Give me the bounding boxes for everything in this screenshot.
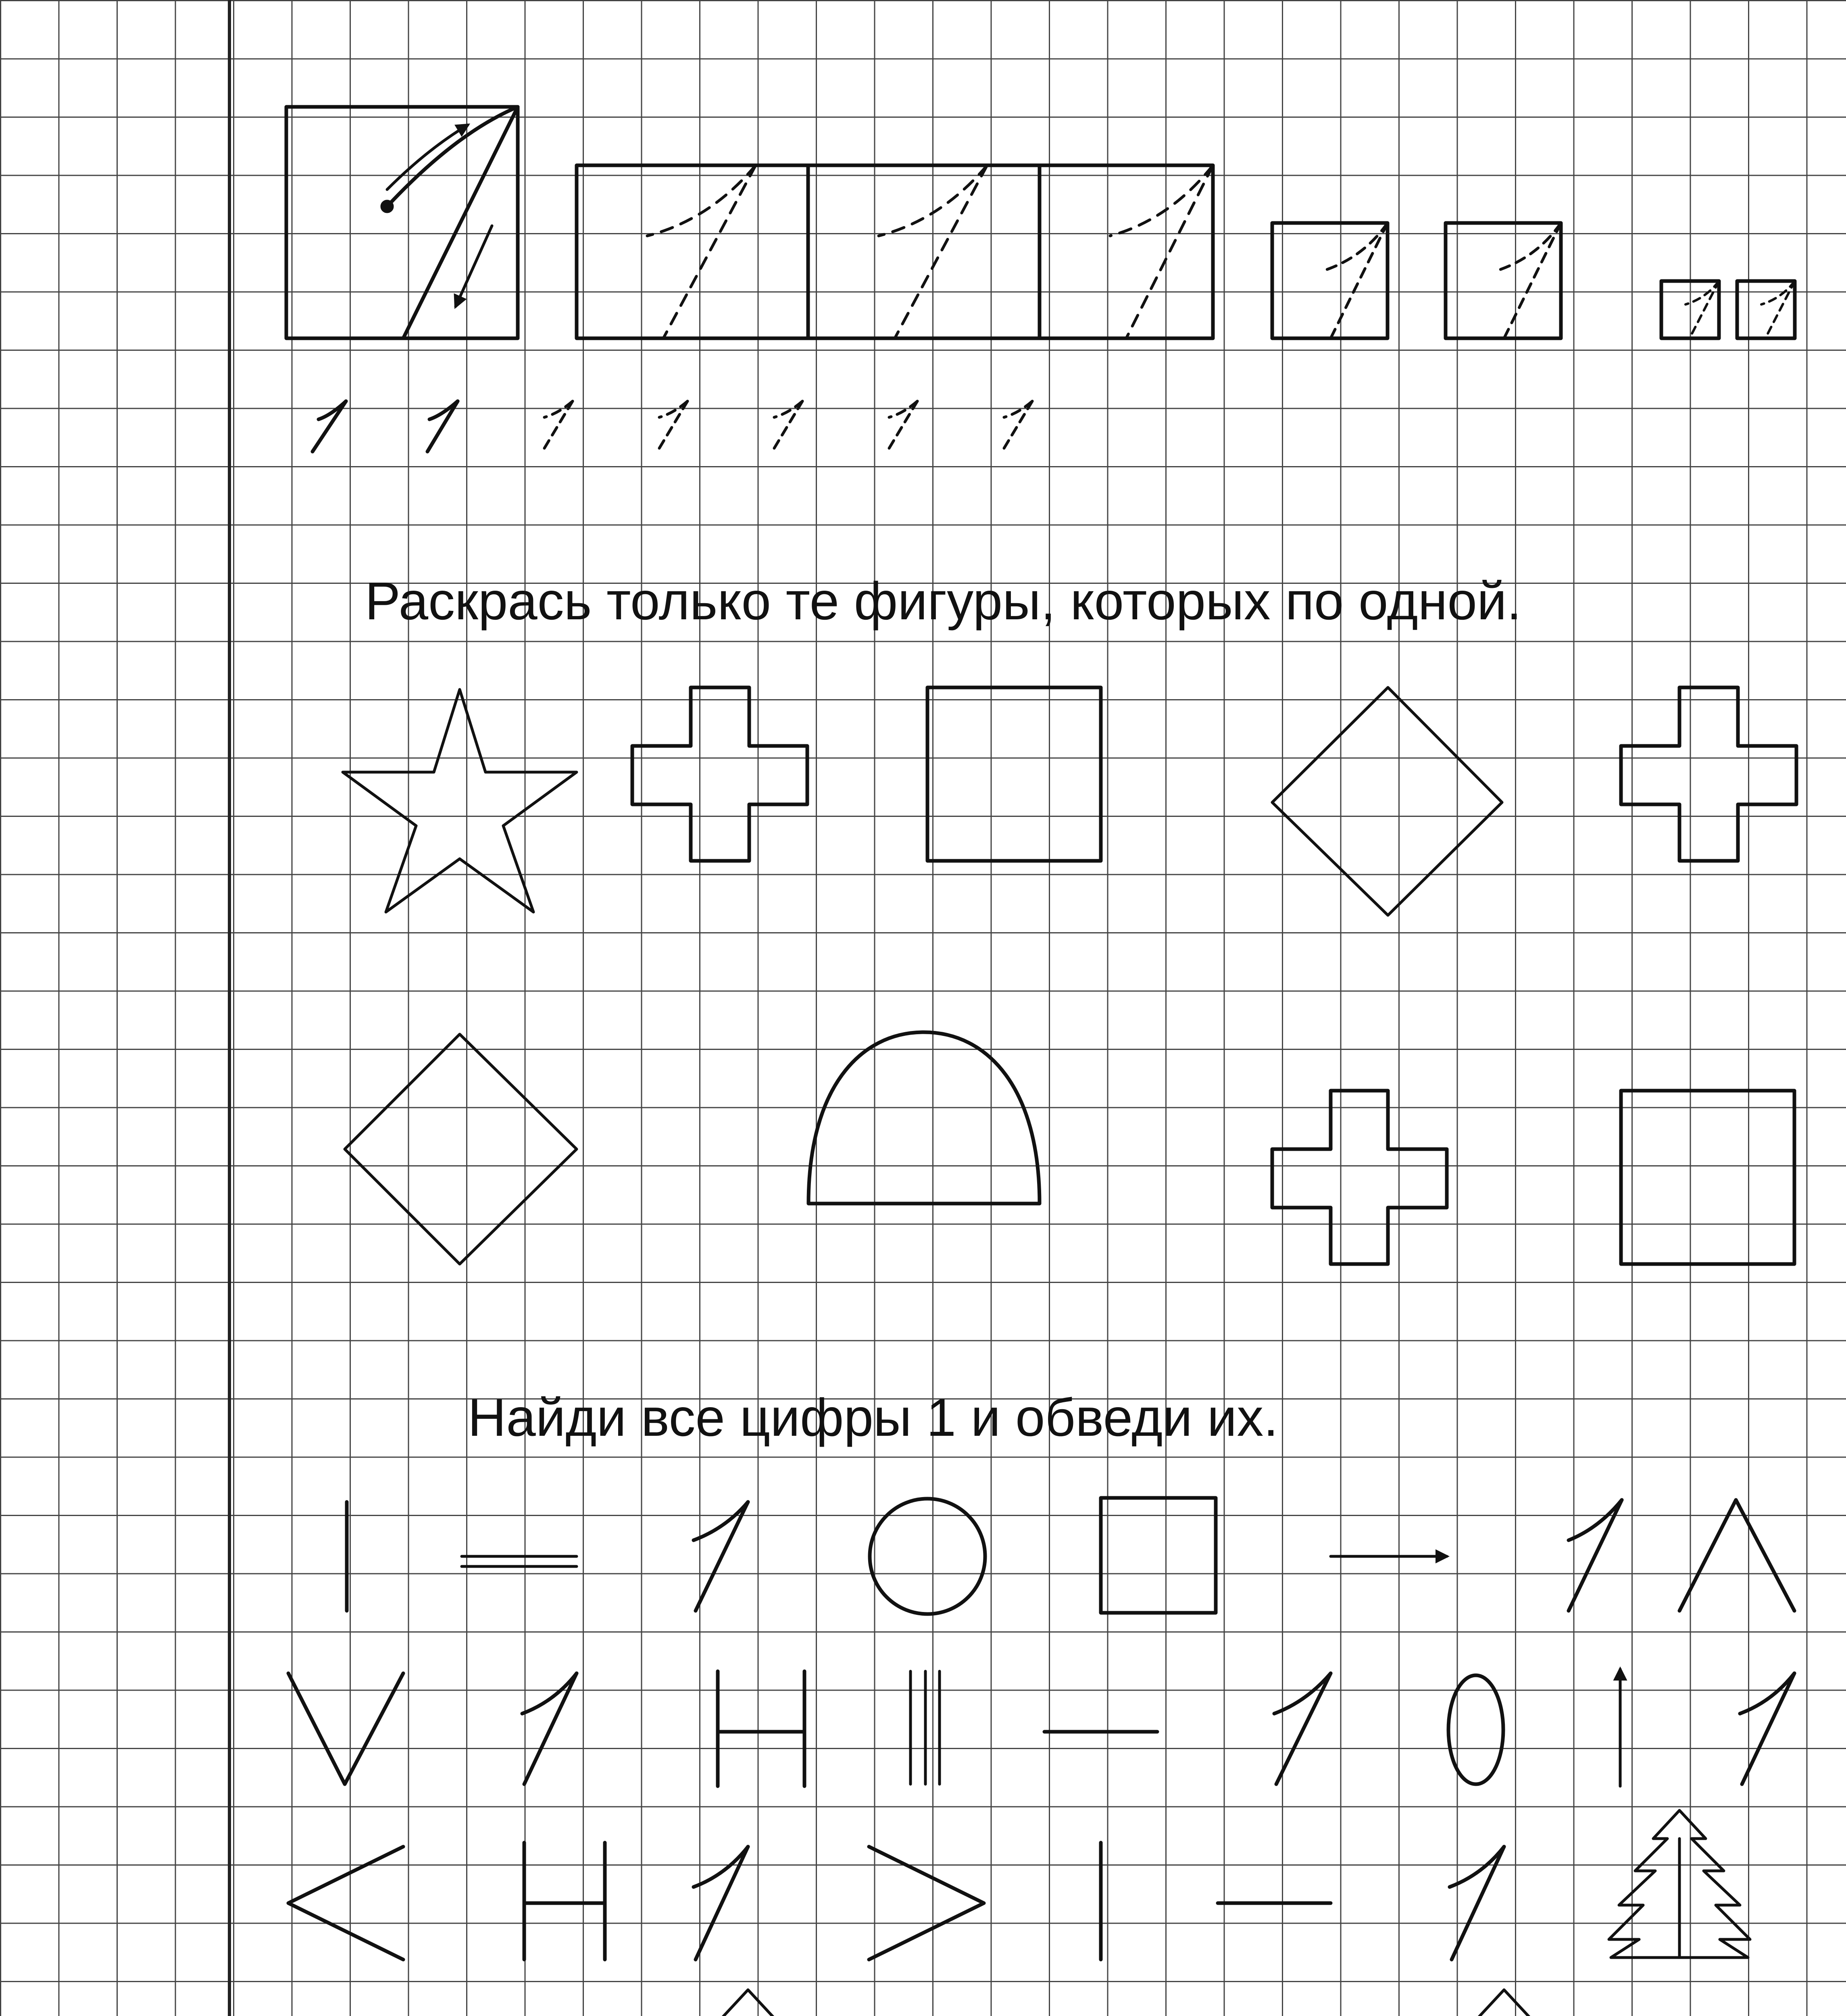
digit-1-dashed bbox=[1002, 401, 1032, 452]
tracing-box bbox=[808, 165, 1040, 338]
less-than-shape bbox=[288, 1847, 403, 1960]
rhombus-figure bbox=[1272, 687, 1502, 915]
oval-shape bbox=[1448, 1675, 1503, 1784]
find-ones-task-instruction: Найди все цифры 1 и обведи их. bbox=[468, 1388, 1279, 1447]
lambda-shape bbox=[1679, 1500, 1794, 1611]
circle-shape bbox=[870, 1499, 985, 1614]
semicircle-figure bbox=[808, 1032, 1040, 1204]
cross-figure bbox=[632, 687, 807, 861]
letter-h-shape bbox=[524, 1843, 605, 1960]
tracing-box bbox=[1272, 223, 1388, 338]
cross-figure bbox=[1272, 1091, 1447, 1264]
digit-1-shape bbox=[1274, 1673, 1331, 1784]
digit-1-dashed bbox=[657, 401, 688, 452]
tracing-box bbox=[1040, 165, 1213, 338]
square-figure bbox=[1621, 1091, 1794, 1264]
tracing-box bbox=[1737, 281, 1795, 338]
fir-tree-shape bbox=[1433, 1990, 1575, 2016]
digit-1-shape bbox=[1450, 1847, 1504, 1960]
greater-than-shape bbox=[869, 1847, 984, 1960]
digit-1-dashed bbox=[887, 401, 917, 452]
letter-h-shape bbox=[718, 1671, 804, 1786]
digit-1-solid bbox=[313, 401, 346, 452]
tracing-box-example bbox=[286, 107, 518, 338]
rhombus-figure bbox=[345, 1034, 577, 1264]
digit-1-solid bbox=[427, 401, 458, 452]
double-line bbox=[462, 1556, 577, 1566]
shapes-task-instruction: Раскрась только те фигуры, которых по одной. bbox=[365, 571, 1522, 631]
double-vertical-line bbox=[910, 1671, 940, 1784]
fir-tree-shape bbox=[677, 1990, 819, 2016]
cross-figure bbox=[1621, 687, 1796, 861]
digit-1-shape bbox=[522, 1673, 577, 1784]
tracing-box bbox=[1661, 281, 1719, 338]
fir-tree-shape bbox=[1609, 1810, 1750, 1958]
digit-1-dashed bbox=[772, 401, 802, 452]
digit-1-shape bbox=[1569, 1500, 1622, 1611]
digit-1-shape bbox=[1740, 1673, 1794, 1784]
square-figure bbox=[927, 687, 1101, 861]
tracing-box bbox=[1446, 223, 1561, 338]
digit-1-shape bbox=[694, 1847, 748, 1960]
digit-1-dashed bbox=[542, 401, 573, 452]
square-shape bbox=[1101, 1498, 1216, 1613]
digit-1-shape bbox=[694, 1502, 748, 1611]
v-shape bbox=[288, 1673, 403, 1784]
tracing-box bbox=[577, 165, 808, 338]
star-figure bbox=[343, 689, 577, 912]
